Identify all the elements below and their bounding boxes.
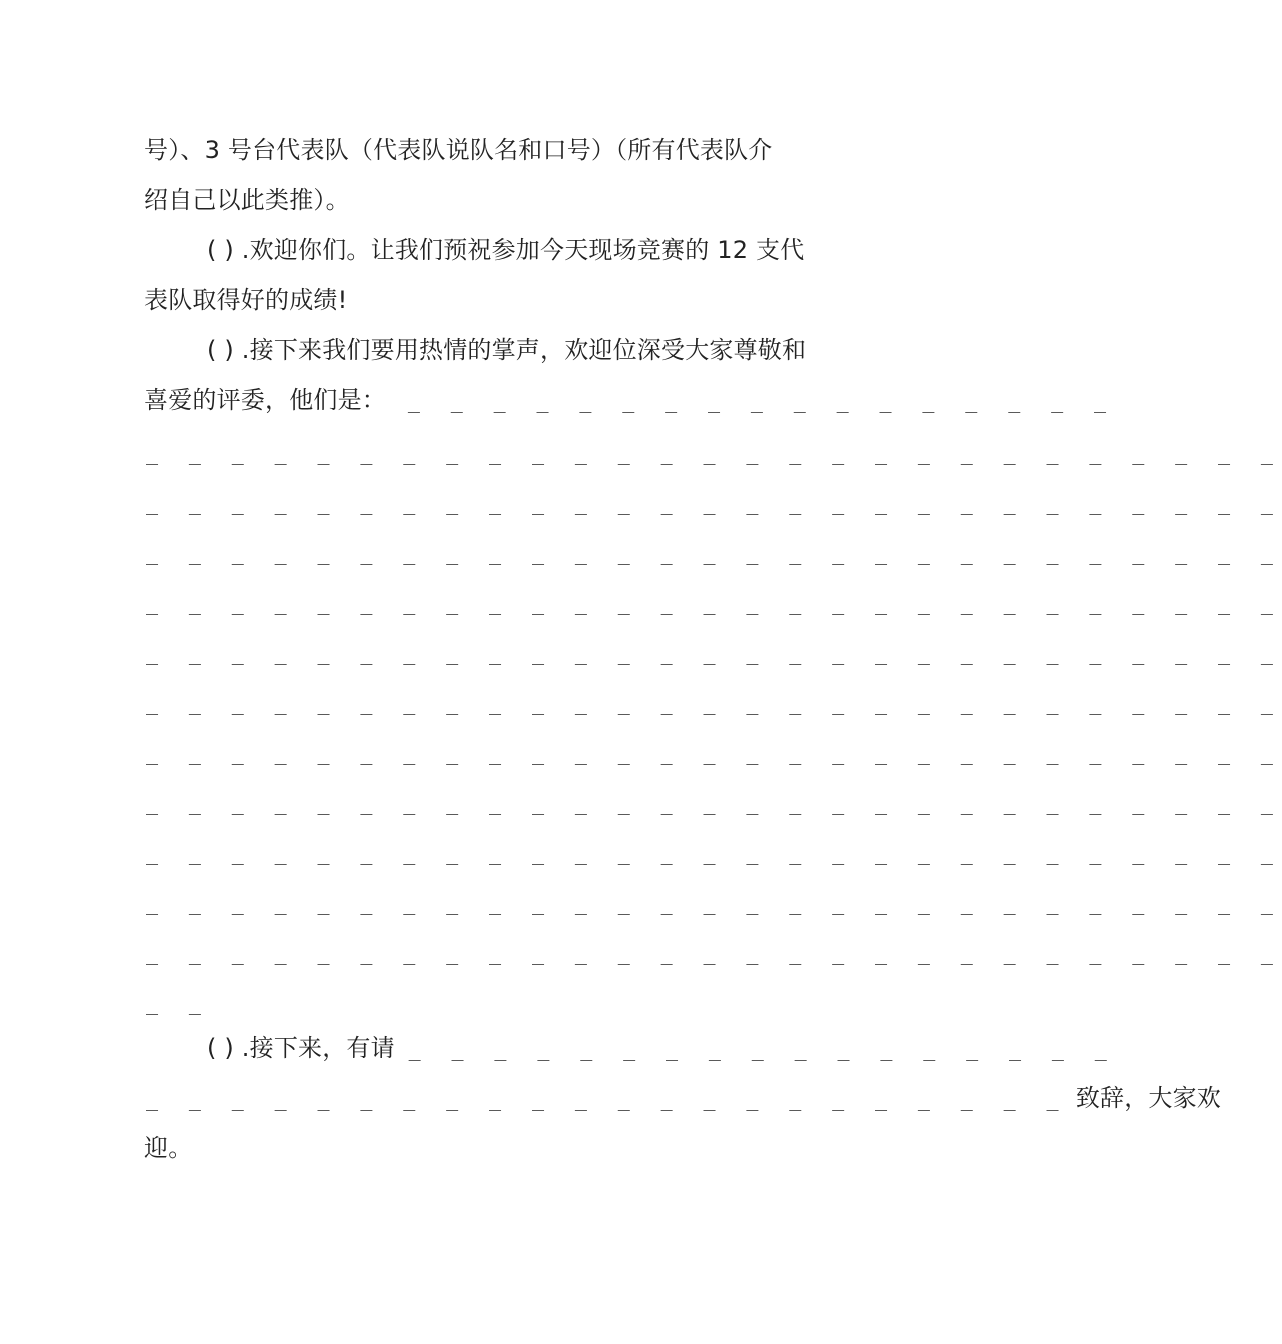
blank-line: _ _ _ _ _ _ _ _ _ _ _ _ _ _ _ _ _ _ _ _ _ _ _ _ _ _ _ [146, 491, 1282, 515]
paragraph-line: ( ) .欢迎你们。让我们预祝参加今天现场竞赛的 12 支代 [207, 236, 805, 264]
paragraph-line: 号）、3 号台代表队（代表队说队名和口号）（所有代表队介 [144, 136, 773, 164]
blank-line: _ _ _ _ _ _ _ _ _ _ _ _ _ _ _ _ _ _ _ _ _ _ _ _ _ _ _ [146, 941, 1282, 965]
paragraph-line: 表队取得好的成绩! [144, 286, 348, 314]
blank-line: _ _ _ _ _ _ _ _ _ _ _ _ _ _ _ _ _ _ _ _ _ _ _ _ _ _ _ [146, 441, 1282, 465]
speaker-blank: _ _ _ _ _ _ _ _ _ _ _ _ _ _ _ _ _ [408, 1037, 1117, 1061]
speaker-blank-continued: _ _ _ _ _ _ _ _ _ _ _ _ _ _ _ _ _ _ _ _ _ _ [146, 1087, 1068, 1111]
paragraph-line [207, 1028, 1116, 1068]
paragraph-line: 迎。 [144, 1134, 193, 1162]
blank-line: _ _ _ _ _ _ _ _ _ _ _ _ _ _ _ _ _ _ _ _ _ _ _ _ _ _ _ [146, 741, 1282, 765]
blank-line: _ _ _ _ _ _ _ _ _ _ _ _ _ _ _ _ _ _ _ _ _ _ _ _ _ _ _ [146, 891, 1282, 915]
judges-blank: _ _ _ _ _ _ _ _ _ _ _ _ _ _ _ _ _ [407, 389, 1116, 413]
speech-invite-text: 致辞，大家欢 [1075, 1084, 1222, 1112]
blank-line: _ _ _ _ _ _ _ _ _ _ _ _ _ _ _ _ _ _ _ _ _ _ _ _ _ _ _ [146, 691, 1282, 715]
blank-line: _ _ _ _ _ _ _ _ _ _ _ _ _ _ _ _ _ _ _ _ _ _ _ _ _ _ _ [146, 541, 1282, 565]
paragraph-line: ( ) .接下来我们要用热情的掌声，欢迎位深受大家尊敬和 [207, 336, 807, 364]
blank-line: _ _ _ _ _ _ _ _ _ _ _ _ _ _ _ _ _ _ _ _ _ _ _ _ _ _ _ [146, 591, 1282, 615]
speaker-intro-text: ( ) .接下来，有请 [207, 1034, 395, 1062]
blank-line: _ _ _ _ _ _ _ _ _ _ _ _ _ _ _ _ _ _ _ _ _ _ _ _ _ _ _ [146, 791, 1282, 815]
paragraph-line [146, 1078, 1221, 1118]
blank-line-tail: _ _ [146, 991, 211, 1015]
blank-line: _ _ _ _ _ _ _ _ _ _ _ _ _ _ _ _ _ _ _ _ _ _ _ _ _ _ _ [146, 641, 1282, 665]
judges-intro-text: 喜爱的评委，他们是： [144, 386, 386, 414]
paragraph-line: 绍自己以此类推）。 [144, 186, 350, 214]
paragraph-line [144, 380, 1115, 420]
blank-line: _ _ _ _ _ _ _ _ _ _ _ _ _ _ _ _ _ _ _ _ _ _ _ _ _ _ _ [146, 841, 1282, 865]
